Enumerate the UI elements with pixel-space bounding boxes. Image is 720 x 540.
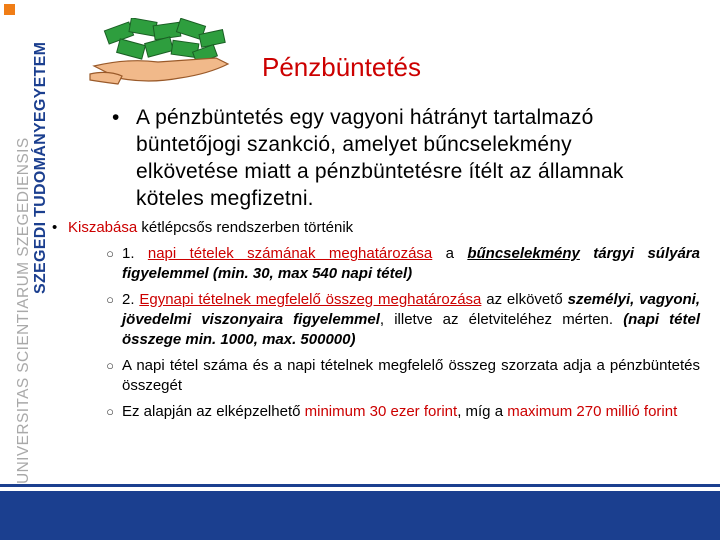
text-segment: a bbox=[432, 245, 468, 262]
text-segment: , illetve az életviteléhez mérten. bbox=[379, 311, 624, 328]
footer-divider bbox=[0, 484, 720, 487]
footer-bar bbox=[0, 491, 720, 540]
main-bullet-text bbox=[46, 218, 686, 238]
ring-bullet-icon: ○ bbox=[106, 292, 114, 307]
text-segment: 1. bbox=[122, 245, 148, 262]
bullet-marker: • bbox=[112, 106, 120, 129]
intro-paragraph bbox=[112, 104, 672, 212]
main-bullet bbox=[46, 218, 686, 238]
university-logo bbox=[2, 24, 50, 484]
text-segment: kétlépcsős rendszerben történik bbox=[137, 219, 354, 236]
intro-text: A pénzbüntetés egy vagyoni hátrányt tartalmazó büntetőjogi szankció, amelyet bűncselekmény elkövetése miatt a pénzbüntetésre ítélt az államnak köteles megfizetni. bbox=[136, 106, 624, 210]
page-title: Pénzbüntetés bbox=[262, 52, 422, 82]
ring-bullet-icon: ○ bbox=[106, 358, 114, 373]
logo-orange-square bbox=[4, 4, 15, 15]
list-item bbox=[104, 356, 700, 396]
text-segment: A napi tétel száma és a napi tételnek megfelelő összeg szorzata adja a pénzbüntetés összegét bbox=[122, 357, 700, 394]
highlight-red: minimum 30 ezer forint bbox=[304, 403, 458, 420]
emphasis: személyi, vagyoni, jövedelmi viszonyaira figyelemmel bbox=[122, 291, 701, 328]
ring-bullet-icon: ○ bbox=[106, 404, 114, 419]
money-hand-icon bbox=[88, 18, 238, 88]
university-latin-name: UNIVERSITAS SCIENTIARUM SZEGEDIENSIS bbox=[15, 137, 32, 484]
text-segment: , míg a bbox=[457, 403, 508, 420]
emphasis: tárgyi súlyára figyelemmel (min. 30, max 540 napi tétel) bbox=[122, 245, 700, 282]
list-item bbox=[104, 290, 700, 350]
list-item bbox=[104, 402, 700, 422]
bullet-marker: • bbox=[52, 219, 58, 236]
highlight-red: Kiszabása bbox=[68, 219, 138, 236]
emphasis-underlined: bűncselekmény bbox=[467, 245, 580, 262]
text-segment: az elkövető bbox=[481, 291, 568, 308]
list-item bbox=[104, 244, 700, 284]
ring-bullet-icon: ○ bbox=[106, 246, 114, 261]
text-segment: Ez alapján az elképzelhető bbox=[122, 403, 305, 420]
highlight-red: maximum 270 millió forint bbox=[507, 403, 678, 420]
emphasis: (napi tétel összege min. 1000, max. 500000) bbox=[122, 311, 700, 348]
sub-list bbox=[104, 244, 700, 428]
university-hungarian-name: SZEGEDI TUDOMÁNYEGYETEM bbox=[32, 41, 49, 294]
highlight-red: Egynapi tételnek megfelelő összeg meghatározása bbox=[139, 291, 482, 308]
highlight-red: napi tételek számának meghatározása bbox=[147, 245, 433, 262]
text-segment: 2. bbox=[122, 291, 140, 308]
